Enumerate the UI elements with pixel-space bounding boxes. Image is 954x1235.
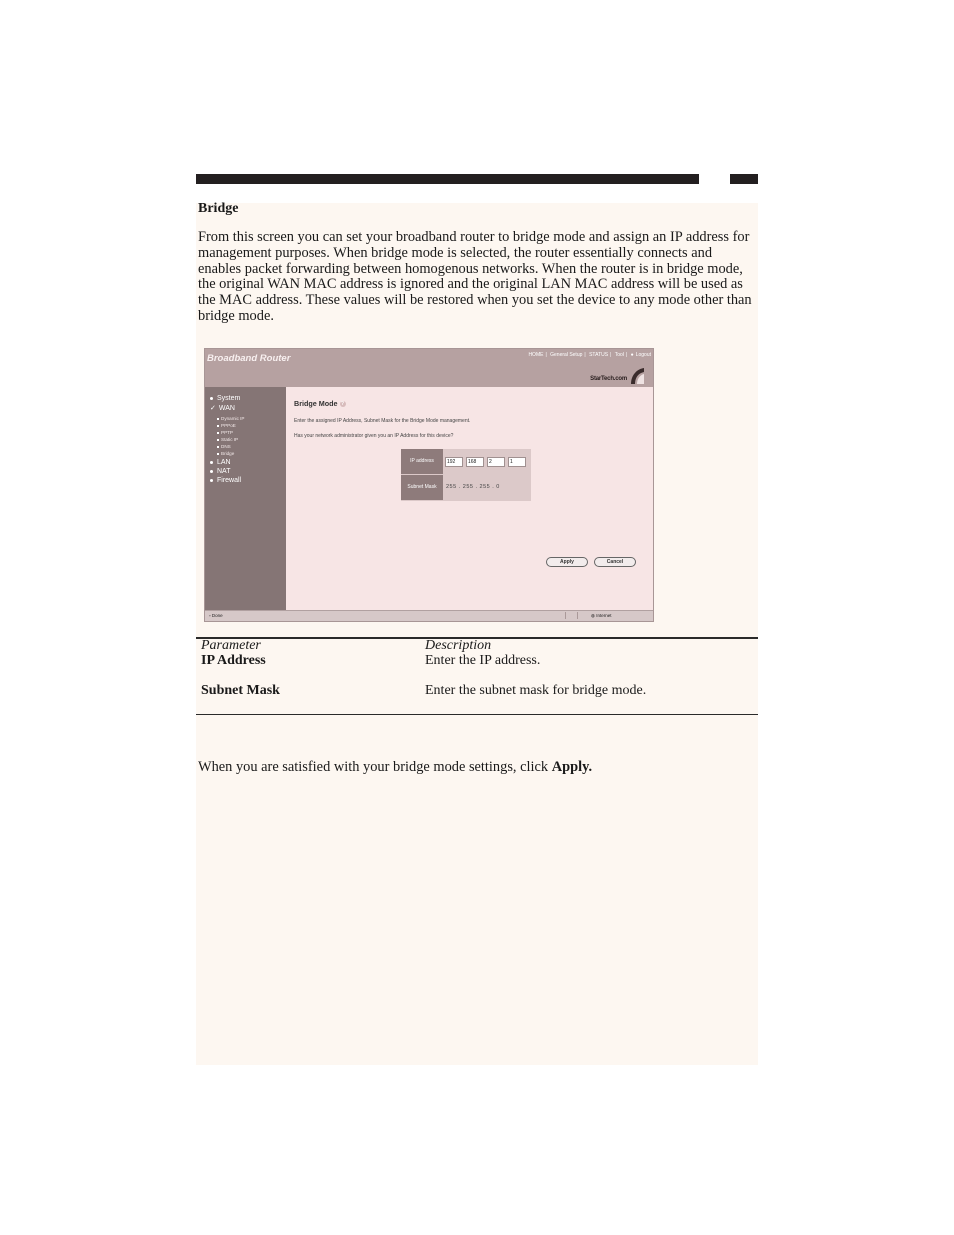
sidebar-sub-dynamic-ip[interactable]: Dynamic IP [217, 416, 245, 421]
nav-logout[interactable]: Logout [635, 352, 651, 358]
logout-icon: ● [630, 352, 634, 358]
router-header [205, 349, 653, 387]
content-instruction: Enter the assigned IP Address, Subnet Mask for the Bridge Mode management. [294, 418, 471, 424]
sidebar-item-lan[interactable]: LAN [210, 459, 231, 466]
subnet-mask-label: Subnet Mask [401, 475, 443, 500]
table-row-param: IP Address [201, 653, 266, 668]
nav-status[interactable]: STATUS [589, 352, 609, 358]
bullet-icon [210, 461, 213, 464]
nav-tool[interactable]: Tool [614, 352, 624, 358]
ip-octet-3-input[interactable]: 2 [487, 457, 505, 467]
content-title: Bridge Mode ? [294, 399, 345, 408]
table-bottom-rule [196, 714, 758, 715]
apply-emphasis: Apply. [551, 759, 593, 775]
sidebar-item-nat[interactable]: NAT [210, 468, 230, 475]
table-row-desc: Enter the IP address. [425, 653, 541, 668]
check-icon: ✓ [210, 405, 216, 412]
subnet-mask-row [401, 475, 531, 501]
bullet-icon [210, 479, 213, 482]
router-sidebar [205, 387, 286, 611]
ip-address-label: IP address [401, 449, 443, 474]
sidebar-sub-bridge[interactable]: Bridge [217, 451, 234, 456]
sidebar-sub-dns[interactable]: DNS [217, 444, 231, 449]
ip-octet-1-input[interactable]: 192 [445, 457, 463, 467]
content-question: Has your network administrator given you an IP Address for this device? [294, 433, 454, 439]
sidebar-item-firewall[interactable]: Firewall [210, 477, 241, 484]
sidebar-item-wan[interactable]: ✓ WAN [210, 405, 235, 412]
browser-status-bar [205, 610, 653, 621]
cancel-button[interactable]: Cancel [594, 557, 636, 567]
section-heading: Bridge [198, 201, 239, 216]
status-divider [565, 612, 574, 619]
router-top-nav: HOME | General Setup | STATUS | Tool | ● Logout [528, 352, 651, 358]
header-rule [196, 174, 699, 184]
status-zone: ◍ Internet [591, 613, 612, 618]
page-icon: ▫ [209, 613, 211, 618]
startech-logo: StarTech.com [590, 376, 627, 382]
table-header-parameter: Parameter [201, 638, 261, 653]
intro-paragraph: From this screen you can set your broadband router to bridge mode and assign an IP address for management purposes. When bridge mode is selected, the router essentially connects and enables packet forwarding between homogenous networks. When the router is in bridge mode, the original WAN MAC address is ignored and the original LAN MAC address will be used as the MAC address. These values will be restored when you set the device to any mode other than bridge mode. [198, 229, 752, 324]
router-screenshot [204, 348, 654, 622]
table-header-description: Description [425, 638, 492, 653]
globe-icon: ◍ [591, 613, 595, 618]
sidebar-sub-pptp[interactable]: PPTP [217, 430, 233, 435]
ip-octet-4-input[interactable]: 1 [508, 457, 526, 467]
router-brand: Broadband Router [207, 353, 291, 364]
ip-octet-2-input[interactable]: 168 [466, 457, 484, 467]
header-rule-marker [730, 174, 758, 184]
nav-general-setup[interactable]: General Setup [550, 352, 583, 358]
nav-home[interactable]: HOME [528, 352, 544, 358]
bullet-icon [210, 397, 213, 400]
subnet-mask-value: 255 . 255 . 255 . 0 [446, 484, 500, 490]
closing-paragraph: When you are satisfied with your bridge mode settings, click Apply. [198, 759, 593, 775]
swoosh-icon [629, 367, 645, 385]
status-done: ▫ Done [209, 613, 223, 618]
status-divider [577, 612, 586, 619]
help-icon[interactable]: ? [341, 401, 345, 408]
bridge-form [401, 449, 531, 501]
ip-address-row [401, 449, 531, 475]
bullet-icon [210, 470, 213, 473]
table-row-desc: Enter the subnet mask for bridge mode. [425, 683, 647, 698]
page-background [196, 203, 758, 1065]
sidebar-sub-pppoe[interactable]: PPPoE [217, 423, 236, 428]
table-row-param: Subnet Mask [201, 683, 280, 698]
sidebar-item-system[interactable]: System [210, 395, 240, 402]
router-content [286, 387, 654, 611]
sidebar-sub-static-ip[interactable]: Static IP [217, 437, 238, 442]
apply-button[interactable]: Apply [546, 557, 588, 567]
